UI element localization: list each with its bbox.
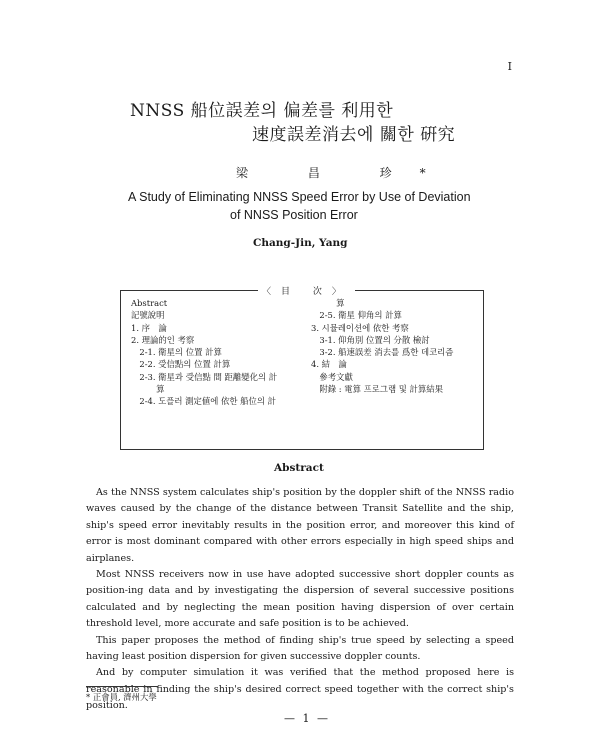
toc-item: 算 xyxy=(311,298,345,308)
abstract-heading: Abstract xyxy=(274,462,324,474)
abstract-line: in finding the ship's desired correct speed together with the correct ship's position. xyxy=(86,683,514,712)
toc-item: 算 xyxy=(131,384,165,395)
toc-item: 2-1. 衛星의 位置 計算 xyxy=(131,347,222,358)
author-affiliation-footnote: * 正會員, 濟州大學 xyxy=(86,692,157,702)
toc-item: 2-3. 衛星과 受信點 間 距離變化의 計 xyxy=(131,371,278,382)
toc-item: 2-4. 도플러 測定値에 依한 船位의 計 xyxy=(131,396,277,407)
korean-author: 梁 昌 珍* xyxy=(236,166,454,180)
english-author: Chang-Jin, Yang xyxy=(253,237,348,249)
toc-item: 記號說明 xyxy=(131,310,165,321)
page-number-top: I xyxy=(507,60,512,73)
page-number-bottom: — 1 — xyxy=(284,712,330,725)
abstract-line: As the NNSS system calculates ship's position by the doppler shift of the NNSS radio xyxy=(96,487,514,498)
korean-title-line-1: NNSS 船位誤差의 偏差를 利用한 xyxy=(130,101,394,121)
toc-item: 3-2. 船速誤差 消去를 爲한 데코리즘 xyxy=(311,347,454,358)
toc-item: 附錄 : 電算 프로그램 및 計算結果 xyxy=(311,384,443,395)
footnote-divider xyxy=(86,686,158,687)
abstract-line: This paper proposes the method of finding ship's true speed by selecting a speed having xyxy=(86,634,514,663)
abstract-line: by neglecting the mean position having dispersion of over certain threshold level, more xyxy=(86,601,514,630)
toc-item: Abstract xyxy=(131,298,168,308)
abstract-line: least position dispersion for given successive doppler counts. xyxy=(121,651,421,663)
english-title-line-1: A Study of Eliminating NNSS Speed Error by Use of Deviation xyxy=(128,190,471,204)
abstract-line: accurate and safe position is to be achieved. xyxy=(192,618,409,630)
toc-item: 參考文獻 xyxy=(311,371,353,382)
abstract-paragraph-2 xyxy=(86,567,514,633)
abstract-line: speed error inevitably results in the position error, and moreover this kind of error is most xyxy=(86,519,514,548)
toc-item: 2-5. 衛星 仰角의 計算 xyxy=(311,310,402,321)
toc-item: 3. 시뮬레이션에 依한 考察 xyxy=(311,322,409,333)
abstract-line: ing data and by investigating the dispersion of several successive positions calculated and xyxy=(86,585,514,613)
toc-item: 1. 序 論 xyxy=(131,322,167,333)
korean-title-line-2: 速度誤差消去에 關한 硏究 xyxy=(252,125,456,145)
toc-item: 4. 結 論 xyxy=(311,359,347,370)
english-title-line-2: of NNSS Position Error xyxy=(230,208,358,222)
abstract-line: Most NNSS receivers now in use have adopted successive short doppler counts as position- xyxy=(86,569,514,597)
toc-item: 3-1. 仰角別 位置의 分散 檢討 xyxy=(311,334,430,345)
toc-right-column xyxy=(311,297,453,395)
toc-item: 2-2. 受信點의 位置 計算 xyxy=(131,359,231,370)
toc-item: 2. 理論的인 考察 xyxy=(131,334,195,345)
abstract-paragraph-1 xyxy=(86,485,514,567)
table-of-contents xyxy=(120,290,484,450)
abstract-line: dominant compared with other errors especially in high speed ships and airplanes. xyxy=(86,536,514,564)
abstract-paragraph-3 xyxy=(86,633,514,666)
toc-left-column xyxy=(131,297,277,408)
abstract-line: waves caused by the change of the distance between Transit Satellite and the ship, ship's xyxy=(86,503,514,531)
abstract-line: And by computer simulation it was verified that the method proposed here is reasonable xyxy=(86,667,514,695)
abstract-body xyxy=(86,485,514,715)
toc-heading: 〈目 次〉 xyxy=(258,284,355,297)
